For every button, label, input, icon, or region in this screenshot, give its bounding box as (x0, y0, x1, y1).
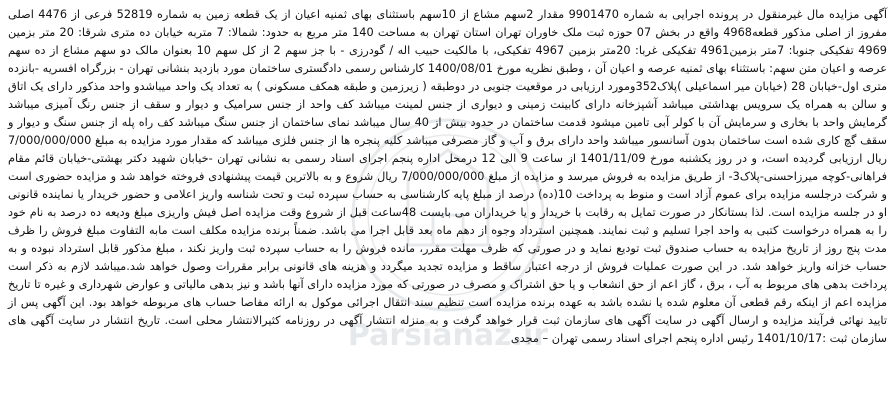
auction-notice-text: آگهی مزایده مال غیرمنقول در پرونده اجرایی به شماره 9901470 مقدار 2سهم مشاع از 10سهم باستثنای بهای ثمنیه اعیان از یک قطعه زمین به شماره 52819 فرعی از 4476 اصلی مفروز از اصلی مذکور قطعه4968 واقع در بخش 07 حوزه ثبت ملک خاوران تهران استان تهران به مساحت 140 متر مربع به حدود: شمالا: 7 متربه خیابان ده متری شرقا: 20 متر بزمین 4969 تفکیکی جنوبا: 7متر بزمین4961 تفکیکی غربا: 20متر بزمین 4967 تفکیکی، با مالکیت حبیب اله / گودرزی - با جز سهم 2 از کل سهم 10 بعنوان مالک دو سهم مشاع از ده سهم عرصه و اعیان متن سهم: باستثناء بهای ثمنیه عرصه و اعیان آن ، وطبق نظریه مورخ 1400/08/01 کارشناس رسمی دادگستری ساختمان مورد بازدید بنشانی تهران - بزرگراه افسریه -بانزده متری اول-خیابان 28 (خیابان میر اسماعیلی )پلاک352ومورد ارزیابی در موقعیت جنوبی در دوطبقه ( زیرزمین و طبقه همکف مسکونی ) به تعداد یک واحد میباشدو واحد مذکور دارای یک اتاق و سالن به همراه یک سرویس بهداشتی میباشد آشپزخانه دارای کابینت زمینی و دیواری از جنس لمینت میباشد کف واحد از جنس سرامیک و دیوار و سقف از جنس رنگ آمیزی میباشد گرمایش واحد با بخاری و سرمایش آن با کولر آبی تامین میشود قدمت ساختمان در حدود بیش از 40 سال میباشد نمای ساختمان از جنس سنگ میباشد کف راه پله از جنس سنگ و دیوار و سقف گچ کاری شده است ساختمان بدون آسانسور میباشد واحد دارای برق و آب و گاز مصرفی میباشد کلیه پنجره ها از جنس فلزی میباشد که مقدار مورد مزایده به مبلغ 7/000/000/000 ریال ارزیابی گردیده است، و در روز یکشنبه مورخ 1401/11/09 از ساعت 9 الی 12 درمحل اداره پنجم اجرای اسناد رسمی به نشانی تهران -خیابان شهید دکتر بهشتی-خیابان قائم مقام فراهانی-کوچه میرزاحسنی-پلاک3- از طریق مزایده به فروش میرسد و مزایده از مبلغ 7/000/000/000 ریال شروع و به بالاترین قیمت پیشنهادی فروخته خواهد شد و مزایده حضوری است و شرکت درجلسه مزایده برای عموم آزاد است و منوط به پرداخت 10(ده) درصد از مبلغ پایه کارشناسی به حساب سپرده ثبت و تحت شناسه واریز اعلامی و حضور خریدار یا نماینده قانونی او در جلسه مزایده است. لذا بستانکار در صورت تمایل به رقابت با خریدار و یا خریداران می بایست 48ساعت قبل از شروع وقت مزایده اصل فیش واریزی مبلغ ودیعه ده درصد به نام خود را به همراه درخواست کتبی به واحد اجرا تسلیم و ثبت نمایند. همچنین استرداد وجوه از دهم ماه بعد قابل اجرا می باشد. ضمناً برنده مزایده مکلف است مابه التفاوت مبلغ فروش را ظرف مدت پنج روز از تاریخ مزایده به حساب صندوق ثبت تودیع نماید و در صورتی که ظرف مهلت مقرر، مانده فروش را به حساب سپرده ثبت واریز نکند ، مبلغ مذکور قابل استرداد نبوده و به حساب خزانه واریز خواهد شد. در این صورت عملیات فروش از درجه اعتبار ساقط و مزایده تجدید میگردد و هزینه های قانونی برابر مقررات وصول خواهد شد.میباشد لازم به ذکر است پرداخت بدهی های مربوط به آب ، برق ، گاز اعم از حق انشعاب و یا حق اشتراک و مصرف در صورتی که مورد مزایده دارای آنها باشد و نیز بدهی مالیاتی و عوارض شهرداری و غیره تا تاریخ مزایده اعم از اینکه رقم قطعی آن معلوم شده یا نشده باشد به عهده برنده مزایده است تنظیم سند انتقال اجرائی موکول به ارائه مفاصا حساب های مربوطه خواهد بود. این آگهی پس از تایید نهائی فرآیند مزایده و ارسال آگهی در سایت آگهی های سازمان ثبت قرار خواهد گرفت و به منزله انتشار آگهی در روزنامه کثیرالانتشار محلی است. تاریخ انتشار در سایت آگهی های سازمان ثبت :1401/10/17 رئیس اداره پنجم اجرای اسناد رسمی تهران – مجدی (8, 8, 888, 345)
auction-notice (2, 2, 893, 409)
svg-text:Parsianaz.ir: Parsianaz.ir (347, 318, 549, 353)
